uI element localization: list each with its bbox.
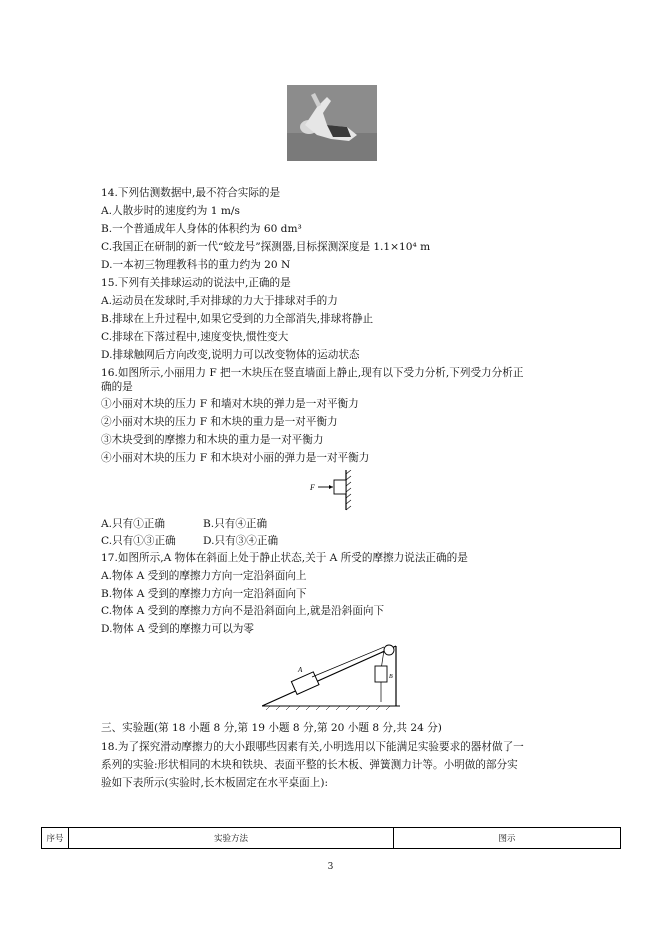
q18-line2: 系列的实验:形状相同的木块和铁块、表面平整的长木板、弹簧测力计等。小明做的部分实	[101, 759, 518, 771]
q14-option-c: C.我国正在研制的新一代“蛟龙号”探测器,目标探测深度是 1.1×10⁴ m	[101, 241, 431, 253]
q17-option-d: D.物体 A 受到的摩擦力可以为零	[101, 623, 254, 635]
q15-option-c: C.排球在下落过程中,速度变快,惯性变大	[101, 331, 289, 343]
q18-line1: 18.为了探究滑动摩擦力的大小跟哪些因素有关,小明选用以下能满足实验要求的器材做了一	[101, 741, 524, 753]
table-header-index: 序号	[42, 828, 69, 849]
incline-figure	[262, 640, 400, 716]
block-b-label: B	[389, 674, 393, 680]
table-header-method: 实验方法	[69, 828, 394, 849]
force-label: F	[310, 483, 315, 492]
q18-line3: 验如下表所示(实验时,长木板固定在水平桌面上):	[101, 777, 329, 789]
q15-option-a: A.运动员在发球时,手对排球的力大于排球对手的力	[101, 295, 338, 307]
q17-option-a: A.物体 A 受到的摩擦力方向一定沿斜面向上	[101, 570, 307, 582]
page-number: 3	[327, 862, 334, 872]
q17-option-b: B.物体 A 受到的摩擦力方向一定沿斜面向下	[101, 588, 307, 600]
wall-block-figure	[308, 470, 354, 512]
block-a-label: A	[298, 666, 303, 674]
table-header-figure: 图示	[394, 828, 621, 849]
q15-option-d: D.排球触网后方向改变,说明力可以改变物体的运动状态	[101, 349, 360, 361]
q16-option-c: C.只有①③正确	[101, 535, 176, 547]
q16-stem-line2: 确的是	[101, 381, 133, 393]
q14-option-a: A.人散步时的速度约为 1 m/s	[101, 205, 240, 217]
section-3-title: 三、实验题(第 18 小题 8 分,第 19 小题 8 分,第 20 小题 8 分,共 24 分)	[101, 722, 442, 734]
q16-stem-line1: 16.如图所示,小丽用力 F 把一木块压在竖直墙面上静止,现有以下受力分析,下列受力分析正	[101, 367, 524, 379]
q17-option-c: C.物体 A 受到的摩擦力方向不是沿斜面向上,就是沿斜面向下	[101, 605, 385, 617]
q16-option-b: B.只有④正确	[203, 518, 268, 530]
experiment-table	[41, 827, 621, 849]
q17-stem: 17.如图所示,A 物体在斜面上处于静止状态,关于 A 所受的摩擦力说法正确的是	[101, 552, 468, 564]
q14-stem: 14.下列估测数据中,最不符合实际的是	[101, 187, 281, 199]
q16-statement-2: ②小丽对木块的压力 F 和木块的重力是一对平衡力	[101, 416, 338, 428]
volleyball-player-photo	[287, 85, 377, 161]
q14-option-d: D.一本初三物理教科书的重力约为 20 N	[101, 259, 291, 271]
q16-statement-1: ①小丽对木块的压力 F 和墙对木块的弹力是一对平衡力	[101, 398, 359, 410]
q16-option-d: D.只有③④正确	[203, 535, 279, 547]
q16-option-a: A.只有①正确	[101, 518, 165, 530]
q15-option-b: B.排球在上升过程中,如果它受到的力全部消失,排球将静止	[101, 313, 374, 325]
q16-statement-3: ③木块受到的摩擦力和木块的重力是一对平衡力	[101, 434, 324, 446]
q14-option-b: B.一个普通成年人身体的体积约为 60 dm³	[101, 223, 302, 235]
q15-stem: 15.下列有关排球运动的说法中,正确的是	[101, 277, 291, 289]
q16-statement-4: ④小丽对木块的压力 F 和木块对小丽的弹力是一对平衡力	[101, 452, 370, 464]
